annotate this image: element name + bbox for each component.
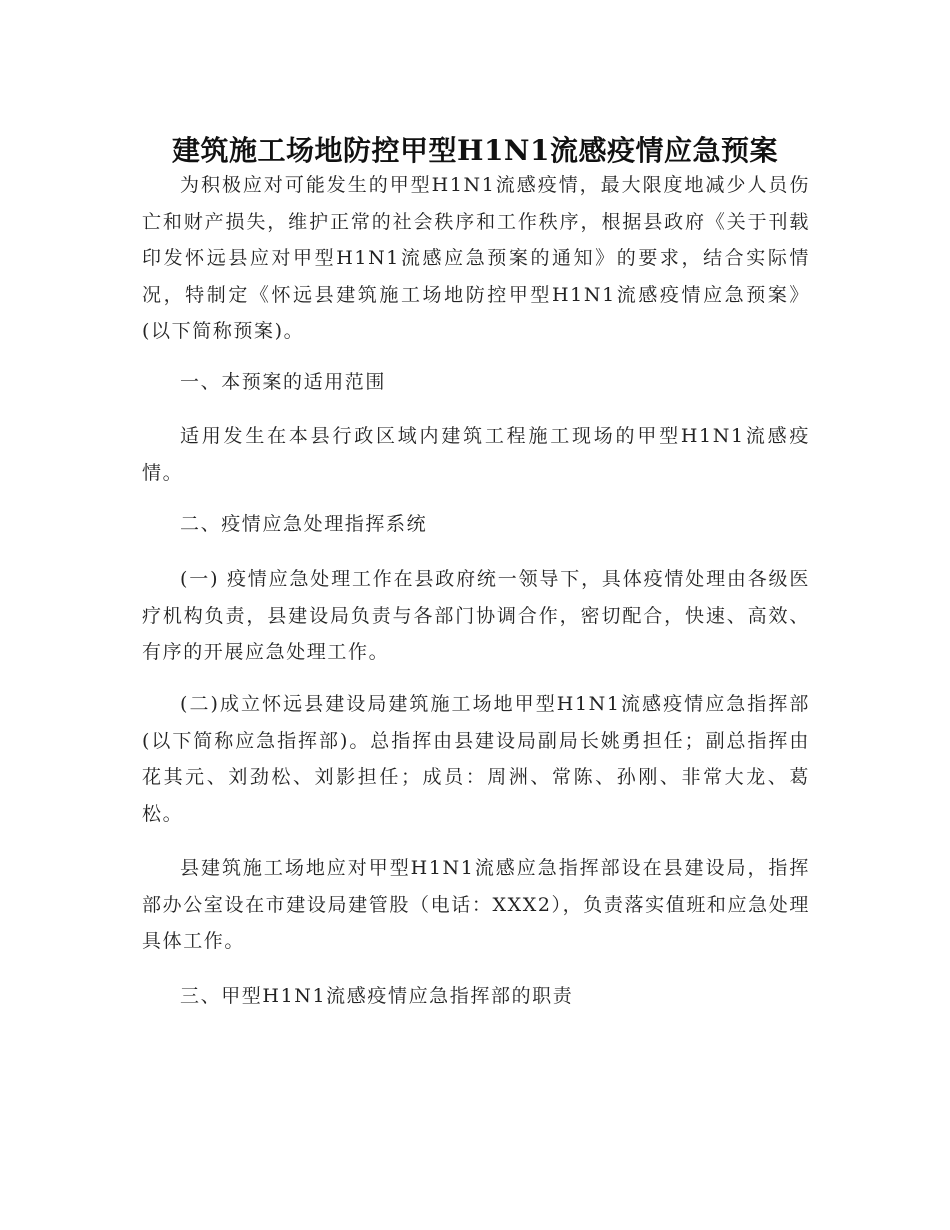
section-2-item-2: (二)成立怀远县建设局建筑施工场地甲型H1N1流感疫情应急指挥部(以下简称应急指挥部)。总指挥由县建设局副局长姚勇担任；副总指挥由花其元、刘劲松、刘影担任；成员：周洲、常陈、孙刚、非常大龙、葛松。 — [142, 693, 810, 825]
section-1-heading: 一、本预案的适用范围 — [180, 371, 387, 393]
section-3-heading: 三、甲型H1N1流感疫情应急指挥部的职责 — [180, 985, 574, 1007]
section-2-paragraph: 县建筑施工场地应对甲型H1N1流感应急指挥部设在县建设局，指挥部办公室设在市建设局建管股（电话：XXX2），负责落实值班和应急处理具体工作。 — [142, 857, 810, 952]
section-1-paragraph: 适用发生在本县行政区域内建筑工程施工现场的甲型H1N1流感疫情。 — [142, 425, 810, 484]
document-title: 建筑施工场地防控甲型H1N1流感疫情应急预案 — [171, 133, 779, 167]
section-2-item-1: (一) 疫情应急处理工作在县政府统一领导下，具体疫情处理由各级医疗机构负责，县建设局负责与各部门协调合作，密切配合，快速、高效、有序的开展应急处理工作。 — [142, 568, 810, 663]
intro-paragraph: 为积极应对可能发生的甲型H1N1流感疫情，最大限度地减少人员伤亡和财产损失，维护正常的社会秩序和工作秩序，根据县政府《关于刊载印发怀远县应对甲型H1N1流感应急预案的通知》的要求，结合实际情况，特制定《怀远县建筑施工场地防控甲型H1N1流感疫情应急预案》(以下简称预案)。 — [142, 174, 810, 342]
section-2-heading: 二、疫情应急处理指挥系统 — [180, 513, 428, 535]
